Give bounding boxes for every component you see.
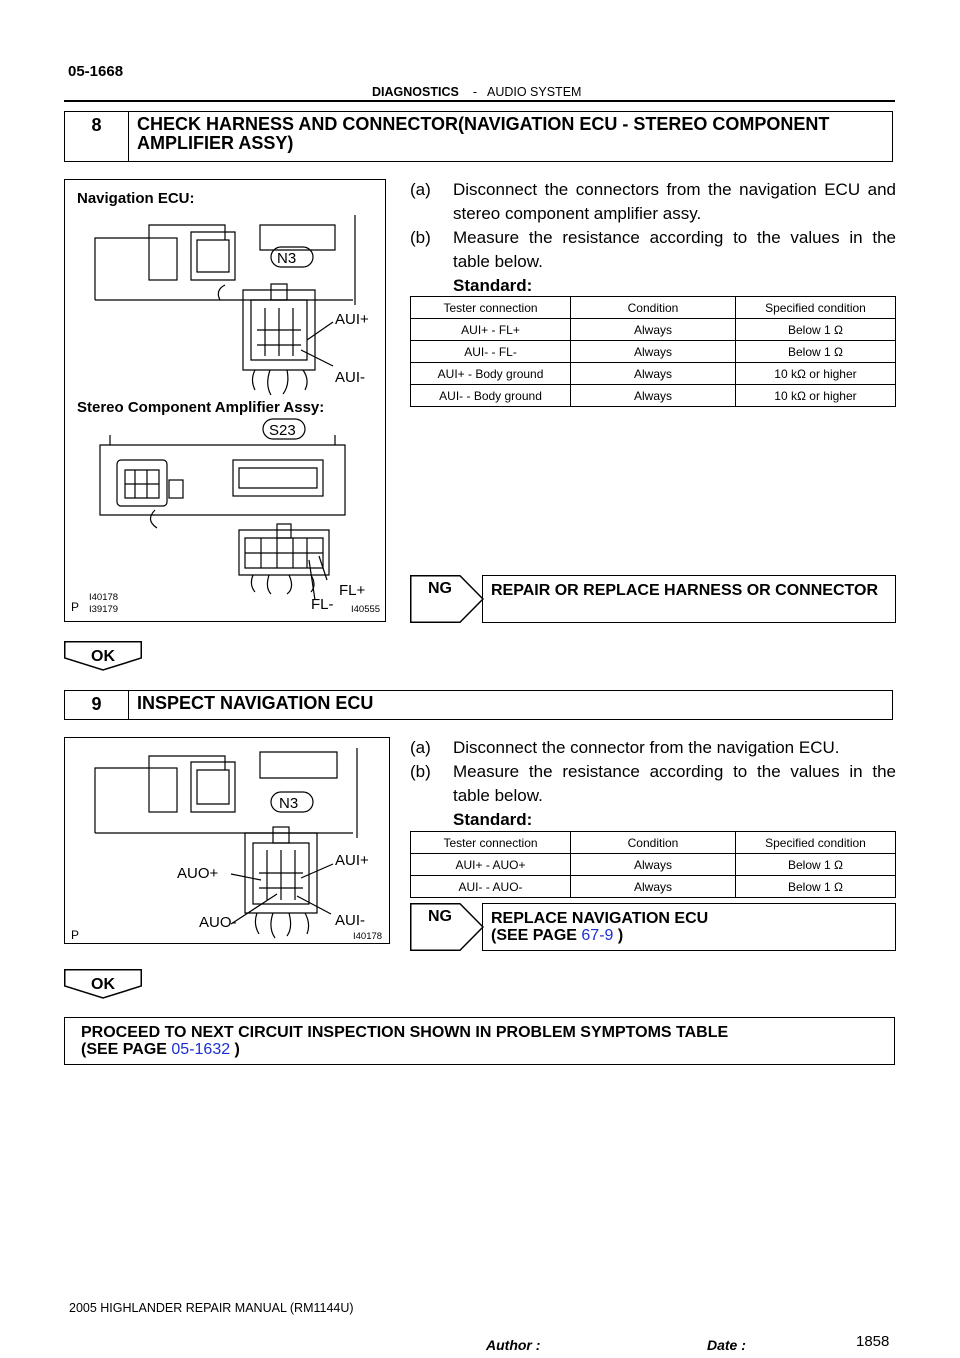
page-link-05-1632[interactable]: 05-1632 [171, 1041, 231, 1058]
navigation-ecu-label: Navigation ECU: [77, 190, 195, 207]
page-number: 05-1668 [68, 63, 124, 80]
figure-code-2: I39179 [89, 604, 119, 615]
ng-label: NG [428, 580, 452, 597]
step-9-figure [64, 737, 390, 944]
step-9-ng-result [410, 903, 896, 951]
connector-n3-label: N3 [277, 250, 297, 267]
standard-label: Standard: [453, 810, 533, 829]
table-row: AUI- - FL- Always Below 1 Ω [411, 341, 896, 363]
step-9-number: 9 [65, 691, 129, 719]
step-9-heading [64, 690, 893, 720]
instruction-b: (b) Measure the resistance according to the values in the table below. [410, 228, 896, 271]
connector-n3-label: N3 [279, 795, 299, 812]
final-line-2: (SEE PAGE 05-1632 ) [81, 1041, 240, 1058]
standard-label: Standard: [453, 276, 533, 295]
figure-code: I40178 [353, 931, 383, 942]
ok-badge-1 [64, 641, 142, 671]
table-header-row: Tester connection Condition Specified condition [411, 297, 896, 319]
step-8-title: CHECK HARNESS AND CONNECTOR(NAVIGATION ECU - STEREO COMPONENT AMPLIFIER ASSY) [137, 114, 830, 153]
table-row: AUI- - Body ground Always 10 kΩ or higher [411, 385, 896, 407]
fl-minus-label: FL- [311, 596, 334, 613]
aui-minus-label: AUI- [335, 369, 365, 386]
step-8-instructions [410, 178, 896, 298]
final-line-1: PROCEED TO NEXT CIRCUIT INSPECTION SHOWN IN PROBLEM SYMPTOMS TABLE [81, 1024, 729, 1041]
ok-label: OK [91, 976, 115, 993]
page-link-67-9[interactable]: 67-9 [581, 927, 614, 944]
connector-s23-label: S23 [269, 422, 296, 439]
manual-title: 2005 HIGHLANDER REPAIR MANUAL (RM1144U) [69, 1301, 354, 1315]
subsection-title: AUDIO SYSTEM [486, 85, 582, 99]
table-row: AUI+ - AUO+ Always Below 1 Ω [411, 854, 896, 876]
page-total: 1858 [856, 1333, 890, 1350]
table-row: AUI+ - FL+ Always Below 1 Ω [411, 319, 896, 341]
section-separator: - [472, 85, 477, 99]
step-8-spec-table [410, 296, 896, 407]
author-label: Author : [486, 1337, 541, 1353]
figure-code-1: I40178 [89, 592, 119, 603]
aui-plus-label: AUI+ [335, 852, 369, 869]
ng-label: NG [428, 908, 452, 925]
instruction-a: (a) Disconnect the connectors from the navigation ECU and stereo component amplifier assy. [410, 180, 896, 223]
ng-action-line-2: (SEE PAGE 67-9 ) [491, 927, 624, 944]
auo-minus-label: AUO- [199, 914, 237, 931]
figure-corner-p: P [71, 600, 80, 614]
ng-action-line-1: REPLACE NAVIGATION ECU [491, 910, 709, 927]
fl-plus-label: FL+ [339, 582, 366, 599]
section-header [372, 85, 581, 99]
step-9-title: INSPECT NAVIGATION ECU [137, 693, 374, 713]
figure-code-3: I40555 [351, 604, 381, 615]
ok-label: OK [91, 648, 115, 665]
table-row: AUI- - AUO- Always Below 1 Ω [411, 876, 896, 898]
step-8-figure [64, 179, 386, 622]
table-header-row: Tester connection Condition Specified condition [411, 832, 896, 854]
aui-minus-label: AUI- [335, 912, 365, 929]
figure-corner-p: P [71, 928, 80, 942]
ng-action-text [482, 903, 896, 951]
final-instruction-box [64, 1017, 895, 1065]
step-9-instructions [410, 736, 896, 832]
date-label: Date : [707, 1337, 746, 1353]
instruction-b: (b) Measure the resistance according to the values in the table below. [410, 762, 896, 805]
ok-badge-2 [64, 969, 142, 999]
ng-action-text: REPAIR OR REPLACE HARNESS OR CONNECTOR [482, 575, 896, 623]
step-8-ng-result [410, 575, 896, 623]
header-rule [64, 100, 895, 102]
section-title: DIAGNOSTICS [372, 85, 459, 99]
aui-plus-label: AUI+ [335, 311, 369, 328]
auo-plus-label: AUO+ [177, 865, 219, 882]
step-8-heading [64, 111, 893, 162]
instruction-a: (a) Disconnect the connector from the navigation ECU. [410, 738, 840, 757]
step-8-number: 8 [65, 112, 129, 161]
amplifier-label: Stereo Component Amplifier Assy: [77, 399, 325, 416]
table-row: AUI+ - Body ground Always 10 kΩ or higher [411, 363, 896, 385]
step-9-spec-table [410, 831, 896, 898]
